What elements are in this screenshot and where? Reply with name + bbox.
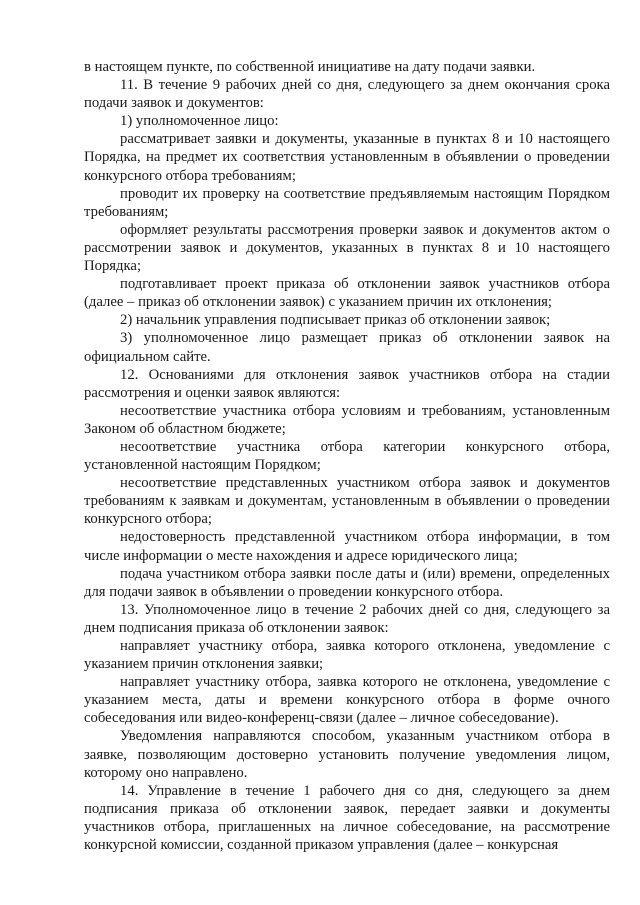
paragraph: подача участником отбора заявки после даты и (или) времени, определенных для подачи заявок в объявлении о проведении конкурсного отбора.: [84, 565, 610, 600]
paragraph: 12. Основаниями для отклонения заявок участников отбора на стадии рассмотрения и оценки заявок являются:: [84, 366, 610, 401]
paragraph: 3) уполномоченное лицо размещает приказ об отклонении заявок на официальном сайте.: [84, 330, 610, 365]
paragraph: недостоверность представленной участником отбора информации, в том числе информации о месте нахождения и адресе юридического лица;: [84, 529, 610, 564]
paragraph: в настоящем пункте, по собственной инициативе на дату подачи заявки.: [84, 59, 536, 75]
paragraph: несоответствие представленных участником отбора заявок и документов требованиям к заявкам и документам, установленным в объявлении о проведении конкурсного отбора;: [84, 475, 610, 528]
paragraph: рассматривает заявки и документы, указанные в пунктах 8 и 10 настоящего Порядка, на предмет их соответствия установленным в объявлении о проведении конкурсного отбора требованиям;: [84, 131, 610, 184]
paragraph: Уведомления направляются способом, указанным участником отбора в заявке, позволяющим достоверно установить получение уведомления лицом, которому оно направлено.: [84, 728, 610, 781]
paragraph: направляет участнику отбора, заявка которого отклонена, уведомление с указанием причин отклонения заявки;: [84, 638, 610, 673]
paragraph: оформляет результаты рассмотрения проверки заявок и документов актом о рассмотрении заявок и документов, указанных в пунктах 8 и 10 настоящего Порядка;: [84, 221, 610, 275]
paragraph: несоответствие участника отбора категории конкурсного отбора, установленной настоящим Порядком;: [84, 438, 610, 474]
paragraph: 11. В течение 9 рабочих дней со дня, следующего за днем окончания срока подачи заявок и документов:: [84, 77, 610, 112]
paragraph: проводит их проверку на соответствие предъявляемым настоящим Порядком требованиям;: [84, 185, 610, 220]
paragraph: 2) начальник управления подписывает приказ об отклонении заявок;: [120, 312, 551, 329]
paragraph: несоответствие участника отбора условиям и требованиям, установленным Законом об областном бюджете;: [84, 402, 610, 437]
document-page: [84, 58, 610, 854]
paragraph: 1) уполномоченное лицо:: [120, 113, 279, 130]
paragraph: 13. Уполномоченное лицо в течение 2 рабочих дней со дня, следующего за днем подписания приказа об отклонении заявок:: [84, 601, 610, 636]
paragraph: подготавливает проект приказа об отклонении заявок участников отбора (далее – приказ об отклонении заявок) с указанием причин их отклонения;: [84, 276, 610, 311]
paragraph: направляет участнику отбора, заявка которого не отклонена, уведомление с указанием места, даты и времени конкурсного отбора в форме очного собеседования или видео-конференц-связи (далее – личное собеседование).: [84, 674, 610, 727]
paragraph: 14. Управление в течение 1 рабочего дня со дня, следующего за днем подписания приказа об отклонении заявок, передает заявки и документы участников отбора, приглашенных на личное собеседование, на рассмотрение конкурсной комиссии, созданной приказом управления (далее – конкурсная: [84, 782, 610, 854]
